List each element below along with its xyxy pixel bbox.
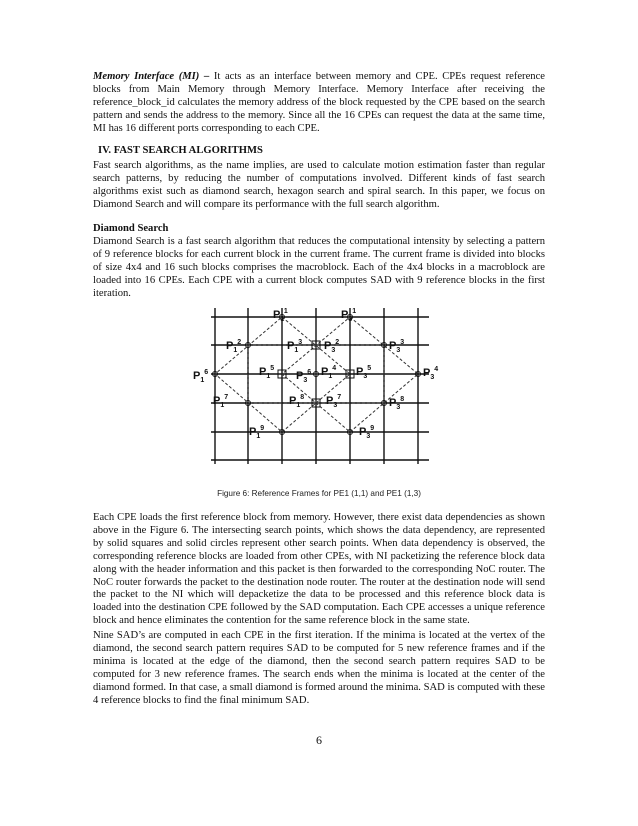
sad-computation-paragraph: Nine SAD’s are computed in each CPE in the first iteration. If the minima is located at the vertex of the diamond, the second search pattern requires SAD to be computed for 5 new reference frames and if the minima is located at the edge of the diamond, then the second search pattern requires SAD to be computed for 3 new reference frames. The search ends when the minima is located at the center of the diamond formed. In that case, a small diamond is formed around the minima. SAD is computed with these 4 reference blocks to find the final minimum SAD. (93, 630, 545, 706)
point-label-p3-8: $P_3^8$ (389, 396, 405, 411)
figure-grid (211, 308, 429, 464)
fast-search-paragraph: Fast search algorithms, as the name implies, are used to calculate motion estimation faster than regular search patterns, by reducing the number of computations involved. Different kinds of fast search algorithms exist such as diamond search, hexagon search and spiral search. In this paper, we focus on Diamond Search and will compare its performance with the full search algorithm. (93, 160, 545, 210)
section-heading: IV. FAST SEARCH ALGORITHMS (98, 145, 263, 156)
point-label-p3-2: $P_3^2$ (324, 339, 340, 354)
point-label-p1-3: $P_1^3$ (287, 339, 303, 354)
point-label-p1-4: $P_1^4$ (321, 365, 337, 380)
page-number: 6 (316, 733, 322, 747)
reference-frames-figure (93, 298, 545, 468)
figure-caption: Figure 6: Reference Frames for PE1 (1,1) and PE1 (1,3) (217, 489, 421, 498)
point-label-p1-7: $P_1^7$ (213, 394, 229, 409)
memory-interface-paragraph (93, 71, 545, 136)
memory-interface-text: It acts as an interface between memory and CPE. CPEs request reference blocks from Main Memory through Memory Interface. Memory Interface after receiving the reference_block_id calculates the memory address of the block requested by the CPE based on the search pattern and sends the address to the memory. Since all the 16 CPEs can request the data at the same time, MI has 16 different ports corresponding to each CPE. (93, 71, 545, 134)
point-label-p1-2: $P_1^2$ (226, 339, 242, 354)
point-label-p1-5: $P_1^5$ (259, 365, 275, 380)
memory-interface-term: Memory Interface (MI) – (93, 71, 210, 82)
point-label-p3-9: $P_3^9$ (359, 425, 375, 440)
diamond-search-heading: Diamond Search (93, 223, 169, 234)
point-label-p3-3: $P_3^3$ (389, 339, 405, 354)
cpe-loading-paragraph: Each CPE loads the first reference block from memory. However, there exist data dependencies as shown above in the Figure 6. The intersecting search points, which shows the data dependency, are represented by solid squares and solid circles represent other search points. When data dependency is observed, the corresponding reference blocks are loaded from other CPEs, with NI packetizing the reference block data along with the header information and this packet is then forwarded to the corresponding NoC router. The NoC router forwards the packet to the destination node router. The router at the destination node will send the packet to the NI which will depacketize the data to be processed and this reference block data is loaded into the destination CPE followed by the SAD computation. Each CPE accesses a unique reference block and hence eliminates the contention for the same reference block in the same state. (93, 512, 545, 627)
point-label-p3-4: $P_3^4$ (423, 366, 439, 381)
point-label-p1-9: $P_1^9$ (249, 425, 265, 440)
point-label-p1-6: $P_1^6$ (193, 369, 209, 384)
point-label-p3-1: $P_3^1$ (341, 308, 357, 323)
diamond-search-paragraph: Diamond Search is a fast search algorithm that reduces the computational intensity by selecting a pattern of 9 reference blocks for each current block in the current frame. The current frame is divided into blocks of size 4x4 and 16 such blocks comprises the macroblock. Each of the 4x4 blocks in a macroblock are loaded into 16 CPEs. Each CPE with a current block computes SAD with 9 reference blocks in the first iteration. (93, 236, 545, 299)
point-label-p1-8: $P_1^8$ (289, 394, 305, 409)
point-label-p3-7: $P_3^7$ (326, 394, 342, 409)
point-label-p3-5: $P_3^5$ (356, 365, 372, 380)
point-label-p1-1: $P_1^1$ (273, 308, 288, 323)
point-label-p3-6: $P_3^6$ (296, 369, 312, 384)
